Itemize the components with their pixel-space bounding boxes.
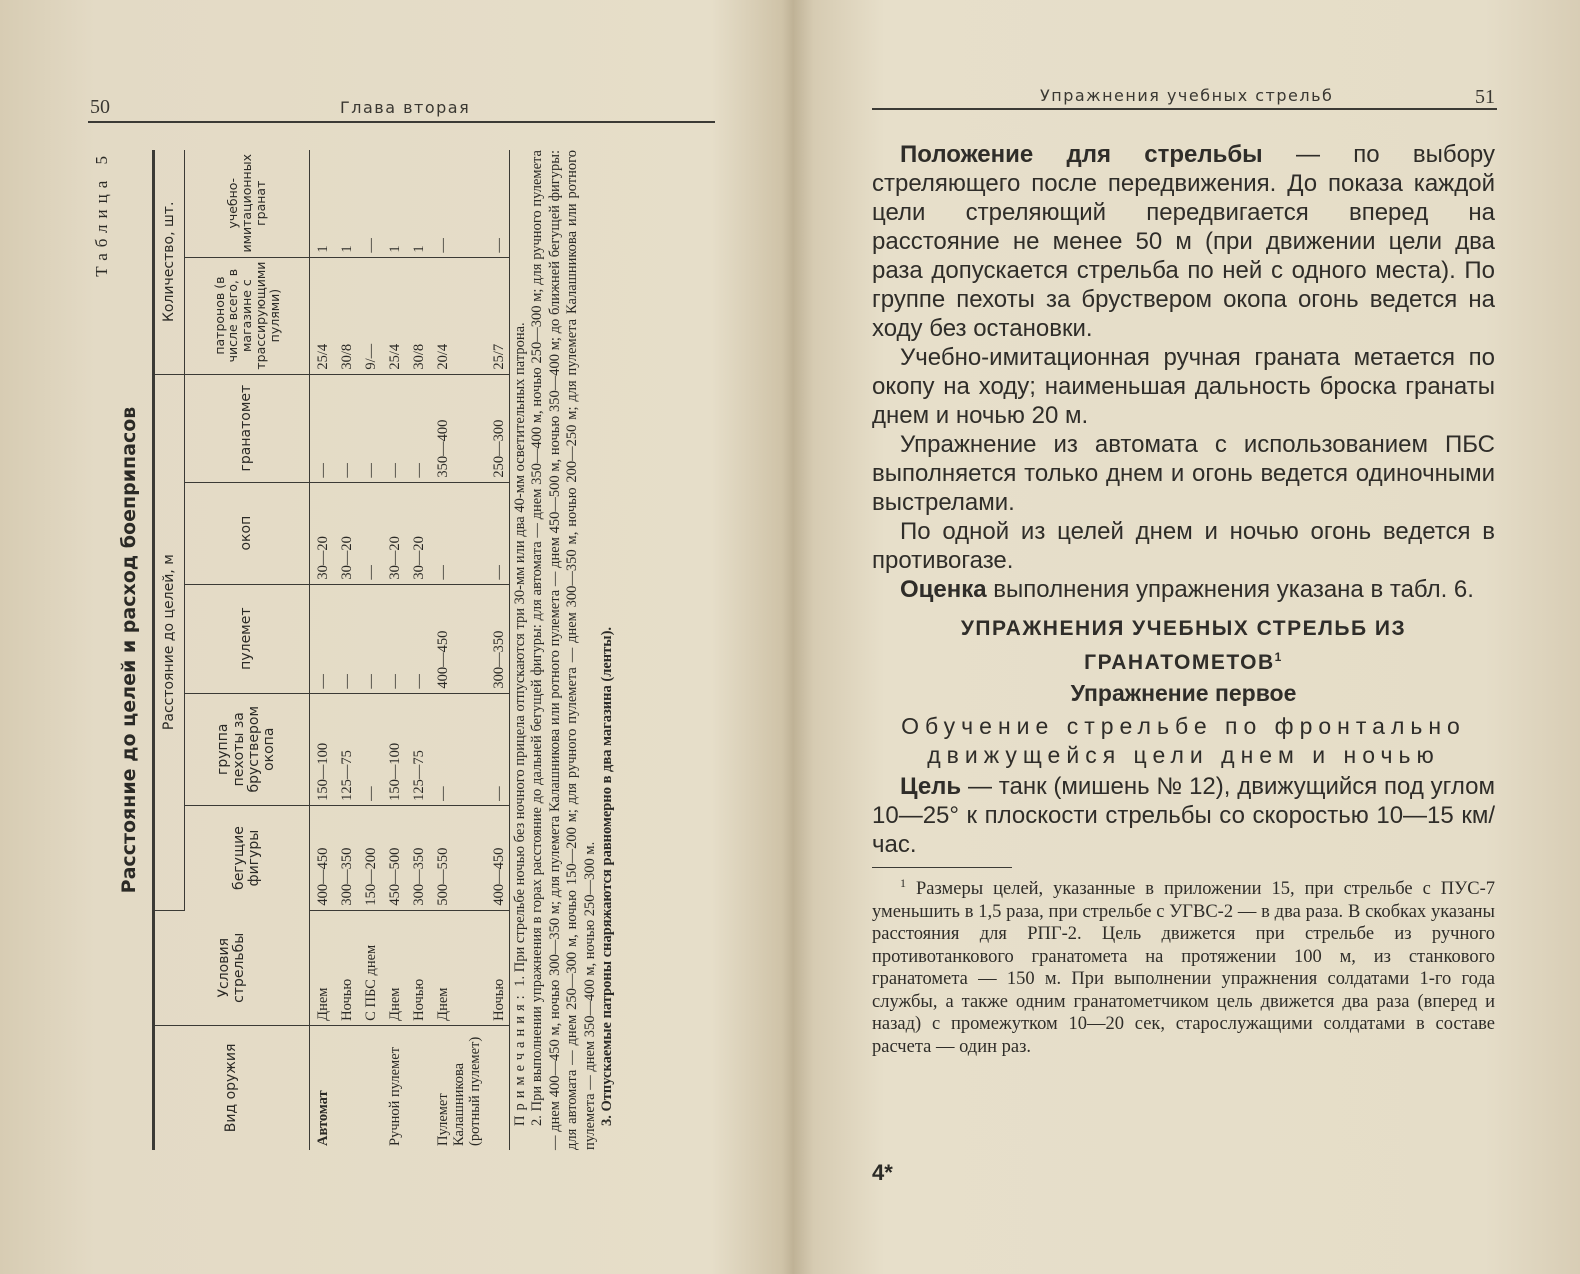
cell-weapon: Ручной пулемет — [386, 1047, 403, 1146]
table-row — [358, 150, 382, 1150]
footnote-rule — [872, 867, 1012, 868]
paragraph-target: Цель — танк (мишень № 12), движущийся под углом 10—25° к плоскости стрельбы со скоростью 10—15 км/час. — [872, 773, 1495, 858]
cell-conditions: Днем — [382, 910, 406, 1025]
table-row — [334, 150, 358, 1150]
cell-conditions: Ночью — [486, 910, 510, 1025]
right-page — [795, 0, 1580, 1274]
page-number-right: 51 — [1475, 86, 1495, 108]
cell-weapon: Пулемет Калашникова (ротный пулемет) — [434, 1036, 483, 1146]
cell-conditions: С ПБС днем — [358, 910, 382, 1025]
distance-table — [152, 150, 510, 1150]
body-text — [872, 140, 1495, 1058]
lead-position: Положение для стрельбы — [900, 141, 1263, 168]
cell-grenades: 1 — [406, 150, 430, 257]
cell-trench: — — [430, 482, 486, 584]
cell-infantry: — — [430, 693, 486, 805]
header-running-figures: бегущие фигуры — [230, 826, 262, 890]
cell-trench: 30—20 — [406, 482, 430, 584]
cell-running: 300—350 — [334, 805, 358, 910]
lead-evaluation: Оценка — [900, 576, 987, 603]
cell-machine-gun: — — [334, 584, 358, 693]
rotated-table-block — [92, 150, 732, 1150]
table-notes — [512, 150, 616, 1150]
header-rule-right — [872, 108, 1497, 110]
running-head-left: Глава вторая — [340, 98, 471, 117]
paragraph-gasmask: По одной из целей днем и ночью огонь ведется в противогазе. — [872, 518, 1495, 574]
header-imitation-grenades: учебно-имитационных гранат — [185, 150, 310, 257]
table-row — [382, 150, 406, 1150]
cell-machine-gun: — — [310, 584, 334, 693]
header-cartridges: патронов (в числе всего, в магазине с трассирующими пулями) — [185, 257, 310, 374]
cell-grenade-launcher: — — [358, 374, 382, 482]
cell-grenade-launcher: — — [382, 374, 406, 482]
cell-cartridges: 20/4 — [430, 257, 486, 374]
cell-weapon — [486, 1025, 510, 1150]
exercise-heading: Упражнение первое — [1070, 680, 1297, 706]
cell-machine-gun: — — [406, 584, 430, 693]
table-row — [406, 150, 430, 1150]
lead-target: Цель — [900, 773, 962, 800]
cell-cartridges: 30/8 — [334, 257, 358, 374]
header-infantry-group: группа пехоты за бруствером окопа — [185, 693, 310, 805]
cell-grenade-launcher: — — [310, 374, 334, 482]
cell-grenade-launcher: — — [334, 374, 358, 482]
cell-weapon: Автомат — [315, 1090, 331, 1146]
note-1: 1. При стрельбе ночью без ночного прицела отпускаются три 30-мм или два 40-мм осветительных патрона. — [512, 322, 528, 987]
header-conditions: Условия стрельбы — [154, 910, 310, 1025]
cell-infantry: 150—100 — [310, 693, 334, 805]
cell-cartridges: 25/4 — [382, 257, 406, 374]
exercise-subtitle: Обучение стрельбе по фронтально движущейся цели днем и ночью — [901, 713, 1466, 768]
note-3: 3. Отпускаемые патроны снаряжаются равномерно в два магазина (ленты). — [598, 626, 615, 1126]
section-footnote-mark: 1 — [1274, 650, 1283, 664]
cell-cartridges: 30/8 — [406, 257, 430, 374]
cell-grenade-launcher: 350—400 — [430, 374, 486, 482]
header-grenade-launcher: гранатомет — [185, 374, 310, 482]
cell-running: 400—450 — [310, 805, 334, 910]
cell-infantry: 125—75 — [406, 693, 430, 805]
cell-running: 450—500 — [382, 805, 406, 910]
header-rule-left — [88, 121, 715, 123]
cell-weapon — [406, 1025, 430, 1150]
cell-grenades: 1 — [334, 150, 358, 257]
cell-running: 300—350 — [406, 805, 430, 910]
paragraph-grenade: Учебно-имитационная ручная граната метается по окопу на ходу; наименьшая дальность броска гранаты днем и ночью 20 м. — [872, 344, 1495, 429]
cell-trench: 30—20 — [310, 482, 334, 584]
notes-heading: Примечания: — [512, 990, 528, 1126]
signature-mark: 4* — [872, 1160, 893, 1185]
cell-trench: 30—20 — [334, 482, 358, 584]
cell-infantry: — — [486, 693, 510, 805]
cell-cartridges: 25/7 — [486, 257, 510, 374]
table-label: Таблица 5 — [92, 150, 111, 277]
cell-infantry: 150—100 — [382, 693, 406, 805]
table-body — [310, 150, 510, 1150]
header-trench: окоп — [185, 482, 310, 584]
cell-grenades: — — [358, 150, 382, 257]
cell-grenades: — — [430, 150, 486, 257]
cell-grenade-launcher: 250—300 — [486, 374, 510, 482]
cell-conditions: Ночью — [406, 910, 430, 1025]
header-weapon: Вид оружия — [154, 1025, 310, 1150]
table-row — [310, 150, 334, 1150]
table-title: Расстояние до целей и расход боеприпасов — [118, 406, 140, 894]
paragraph-pbs: Упражнение из автомата с использованием ПБС выполняется только днем и огонь ведется одиночными выстрелами. — [872, 431, 1495, 516]
cell-running: 150—200 — [358, 805, 382, 910]
cell-grenades: 1 — [310, 150, 334, 257]
cell-grenades: 1 — [382, 150, 406, 257]
cell-infantry: — — [358, 693, 382, 805]
running-head-right: Упражнения учебных стрельб — [1040, 86, 1334, 105]
cell-cartridges: 25/4 — [310, 257, 334, 374]
header-machine-gun: пулемет — [185, 584, 310, 693]
header-distance-group: Расстояние до целей, м — [154, 374, 185, 910]
cell-conditions: Ночью — [334, 910, 358, 1025]
footnote-mark: 1 — [900, 876, 906, 890]
cell-grenades: — — [486, 150, 510, 257]
cell-machine-gun: 400—450 — [430, 584, 486, 693]
page-number-left: 50 — [90, 96, 110, 118]
header-quantity-group: Количество, шт. — [154, 150, 185, 374]
table-row — [430, 150, 486, 1150]
cell-grenade-launcher: — — [406, 374, 430, 482]
paragraph-position: Положение для стрельбы — по выбору стреляющего после передвижения. До показа каждой цели стреляющий передвигается вперед на расстояние не менее 50 м (при движении цели два раза допускается стрельба по ней с одного места). По группе пехоты за бруствером окопа огонь ведется на ходу без остановки. — [872, 141, 1495, 342]
note-2: 2. При выполнении упражнения в горах расстояние до дальней бегущей фигуры: для автомата — днем 350—400 м, ночью 250—300 м; для ручного пулемета — днем 400—450 м, ночью 300—350 м; для пулемета Калашникова или ротного пулемета — днем 450—500 м, ночью 350—400 м; до ближней бегущей фигуры: для автомата — днем 250—300 м, ночью 150—200 м; для ручного пулемета — днем 300—350 м, ночью 200—250 м; для пулемета Калашникова или ротного пулемета — днем 350—400 м, ночью 250—300 м. — [529, 150, 598, 1150]
cell-conditions: Днем — [310, 910, 334, 1025]
cell-conditions: Днем — [430, 910, 486, 1025]
table-row — [486, 150, 510, 1150]
cell-trench: — — [486, 482, 510, 584]
cell-cartridges: 9/— — [358, 257, 382, 374]
cell-machine-gun: — — [358, 584, 382, 693]
cell-running: 400—450 — [486, 805, 510, 910]
cell-machine-gun: 300—350 — [486, 584, 510, 693]
cell-weapon — [334, 1025, 358, 1150]
cell-weapon — [358, 1025, 382, 1150]
paragraph-evaluation: Оценка выполнения упражнения указана в табл. 6. — [900, 576, 1474, 603]
cell-trench: 30—20 — [382, 482, 406, 584]
footnote: $^1$ Размеры целей, указанные в приложении 15, при стрельбе с ПУС-7 уменьшить в 1,5 раза, при стрельбе с УГВС-2 — в два раза. В скобках указаны расстояния для РПГ-2. Цель движется при стрельбе из ручного противотанкового гранатомета на протяжении 100 м, из станкового гранатомета — 150 м. При выполнении упражнения солдатами 1-го года службы, а также одним гранатометчиком цель движется два раза (вперед и назад) с промежутком 10—20 сек, старослужащими солдатами в составе расчета — один раз. — [872, 876, 1495, 1057]
section-heading: УПРАЖНЕНИЯ УЧЕБНЫХ СТРЕЛЬБ ИЗ ГРАНАТОМЕТОВ$^1$ — [960, 617, 1407, 674]
cell-trench: — — [358, 482, 382, 584]
cell-running: 500—550 — [430, 805, 486, 910]
cell-machine-gun: — — [382, 584, 406, 693]
cell-infantry: 125—75 — [334, 693, 358, 805]
